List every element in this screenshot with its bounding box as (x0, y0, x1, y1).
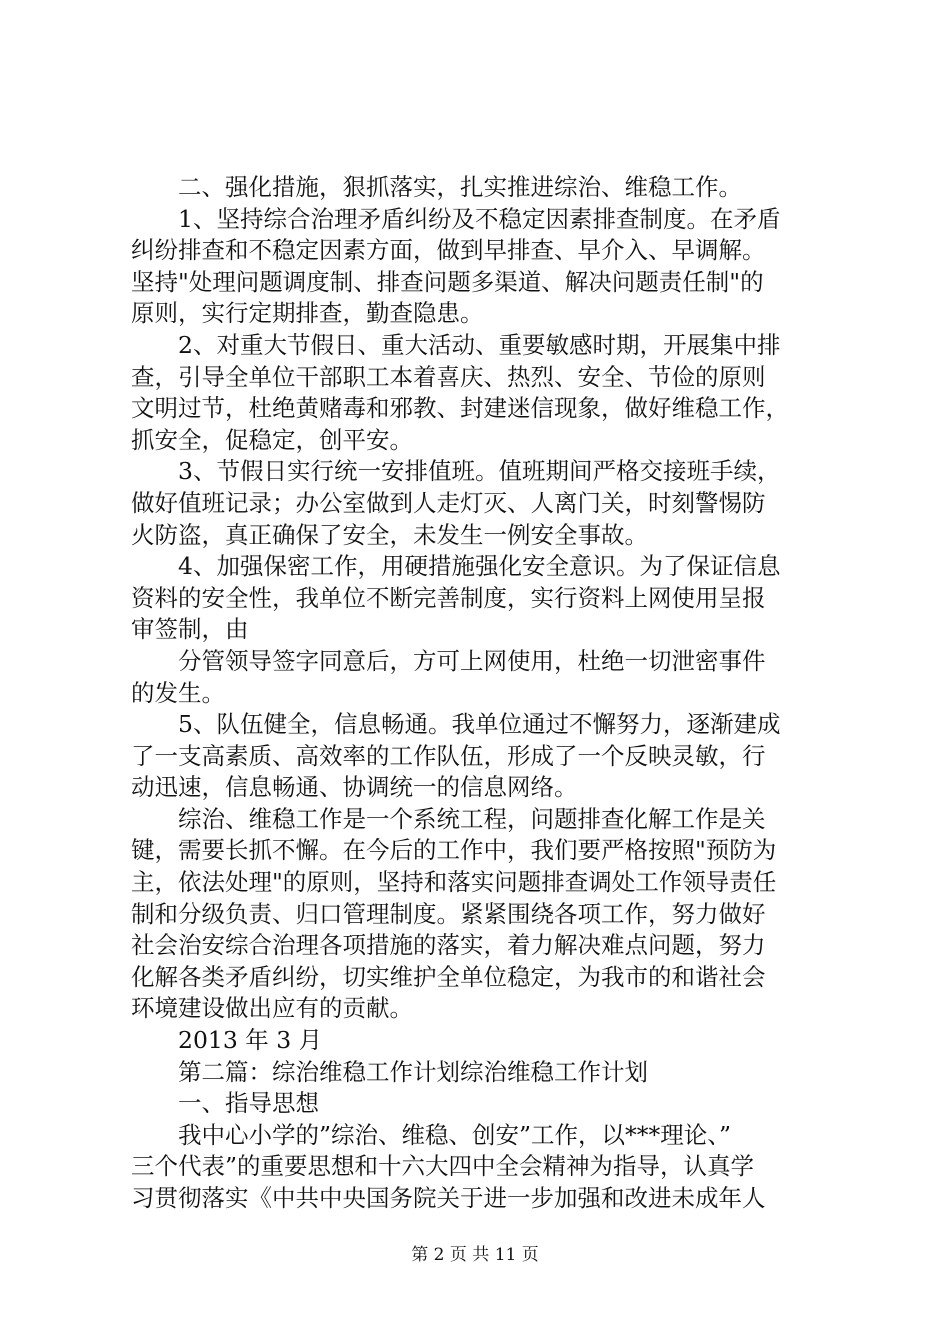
document-body (131, 172, 841, 1215)
text-line: 三个代表”的重要思想和十六大四中全会精神为指导，认真学 (131, 1152, 755, 1181)
text-line: 二、强化措施，狠抓落实，扎实推进综治、维稳工作。 (178, 173, 742, 201)
text-line: 做好值班记录；办公室做到人走灯灭、人离门关，时刻警惕防 (131, 488, 766, 517)
text-line: 抓安全，促稳定，创平安。 (131, 425, 413, 454)
text-line: 动迅速，信息畅通、协调统一的信息网络。 (131, 773, 578, 802)
text-line: 一、指导思想 (178, 1089, 319, 1118)
text-line: 综治、维稳工作是一个系统工程，问题排查化解工作是关 (178, 804, 766, 833)
text-line: 制和分级负责、归口管理制度。紧紧围绕各项工作，努力做好 (131, 899, 766, 928)
text-line: 习贯彻落实《中共中央国务院关于进一步加强和改进未成年人 (131, 1184, 766, 1212)
text-line: 环境建设做出应有的贡献。 (131, 994, 413, 1023)
text-line: 主，依法处理"的原则，坚持和落实问题排查调处工作领导责任 (131, 868, 777, 897)
text-line: 化解各类矛盾纠纷，切实维护全单位稳定，为我市的和谐社会 (131, 962, 766, 991)
text-line: 资料的安全性，我单位不断完善制度，实行资料上网使用呈报 (131, 583, 766, 612)
text-line: 1、坚持综合治理矛盾纠纷及不稳定因素排查制度。在矛盾 (178, 204, 781, 233)
text-line: 文明过节，杜绝黄赌毒和邪教、封建迷信现象，做好维稳工作， (131, 394, 789, 423)
text-line: 3、节假日实行统一安排值班。值班期间严格交接班手续， (178, 457, 781, 486)
text-line: 了一支高素质、高效率的工作队伍，形成了一个反映灵敏，行 (131, 741, 766, 770)
text-line: 的发生。 (131, 678, 225, 707)
text-line: 分管领导签字同意后，方可上网使用，杜绝一切泄密事件 (178, 646, 766, 675)
text-line: 我中心小学的”综治、维稳、创安”工作，以***理论、” (178, 1120, 732, 1149)
text-line: 键，需要长抓不懈。在今后的工作中，我们要严格按照"预防为 (131, 836, 777, 865)
text-line: 第二篇：综治维稳工作计划综治维稳工作计划 (178, 1057, 648, 1086)
text-line: 5、队伍健全，信息畅通。我单位通过不懈努力，逐渐建成 (178, 710, 781, 739)
text-line: 社会治安综合治理各项措施的落实，着力解决难点问题，努力 (131, 931, 766, 960)
text-line: 坚持"处理问题调度制、排查问题多渠道、解决问题责任制"的 (131, 267, 764, 296)
text-line: 审签制，由 (131, 615, 249, 644)
text-line: 纠纷排查和不稳定因素方面，做到早排查、早介入、早调解。 (131, 236, 766, 265)
text-line: 2013 年 3 月 (178, 1026, 323, 1055)
text-line: 2、对重大节假日、重大活动、重要敏感时期，开展集中排 (178, 330, 781, 359)
text-line: 原则，实行定期排查，勤查隐患。 (131, 299, 484, 328)
text-line: 4、加强保密工作，用硬措施强化安全意识。为了保证信息 (178, 552, 781, 581)
text-line: 火防盗，真正确保了安全，未发生一例安全事故。 (131, 520, 648, 549)
page-footer: 第 2 页 共 11 页 (411, 1245, 539, 1265)
text-line: 查，引导全单位干部职工本着喜庆、热烈、安全、节俭的原则 (131, 362, 766, 391)
